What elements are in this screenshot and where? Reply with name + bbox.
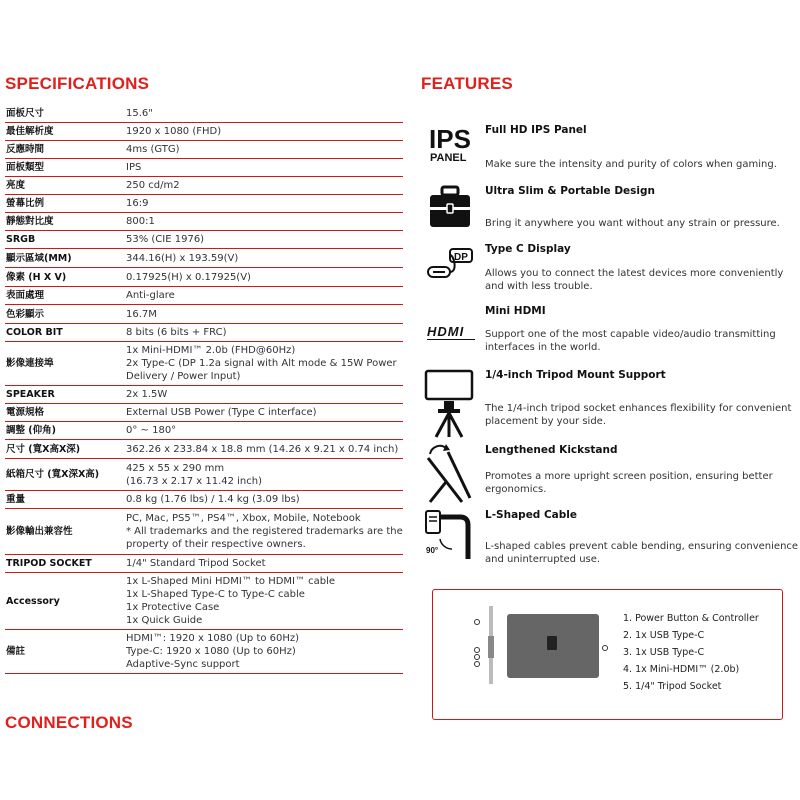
- spec-row: [5, 213, 403, 231]
- features-title: FEATURES: [421, 74, 513, 93]
- spec-row: [5, 324, 403, 342]
- spec-row: [5, 509, 403, 555]
- connections-box: [432, 589, 783, 720]
- spec-value: Anti-glare: [126, 290, 175, 301]
- spec-label: 螢幕比例: [6, 198, 45, 209]
- spec-row: [5, 491, 403, 509]
- spec-row: [5, 141, 403, 159]
- connections-title: CONNECTIONS: [5, 713, 133, 732]
- spec-value: PC, Mac, PS5™, PS4™, Xbox, Mobile, Notebook * All trademarks and the registered trademarks are the property of their respective owners.: [126, 513, 403, 550]
- svg-text:DP: DP: [454, 252, 468, 263]
- spec-value: 2x 1.5W: [126, 389, 168, 400]
- connection-item: 3. 1x USB Type-C: [623, 647, 705, 658]
- spec-value: 53% (CIE 1976): [126, 234, 205, 245]
- spec-row: [5, 342, 403, 386]
- feature-desc: Promotes a more upright screen position, ensuring better ergonomics.: [485, 471, 773, 495]
- feature-l-cable: [424, 509, 800, 569]
- spec-label: 亮度: [6, 180, 26, 191]
- spec-label: SPEAKER: [6, 389, 55, 400]
- connection-item: 2. 1x USB Type-C: [623, 630, 705, 641]
- spec-value: HDMI™: 1920 x 1080 (Up to 60Hz) Type-C: 1920 x 1080 (Up to 60Hz) Adaptive-Sync support: [126, 633, 300, 670]
- spec-label: TRIPOD SOCKET: [6, 558, 92, 569]
- feature-title: Lengthened Kickstand: [485, 444, 618, 456]
- svg-text:90°: 90°: [426, 546, 439, 555]
- spec-value: 1920 x 1080 (FHD): [126, 126, 222, 137]
- spec-label: 重量: [6, 494, 26, 505]
- spec-label: 備註: [6, 646, 26, 657]
- spec-value: 0.17925(H) x 0.17925(V): [126, 271, 251, 283]
- tripod-monitor-icon: [424, 369, 478, 439]
- spec-label: COLOR BIT: [6, 327, 63, 338]
- spec-label: 最佳解析度: [6, 126, 54, 137]
- feature-title: Type C Display: [485, 243, 571, 255]
- feature-desc: Support one of the most capable video/audio transmitting interfaces in the world.: [485, 329, 776, 353]
- spec-row: [5, 123, 403, 141]
- feature-desc: Make sure the intensity and purity of colors when gaming.: [485, 159, 777, 170]
- spec-value: 4ms (GTG): [126, 144, 180, 155]
- spec-value: 16:9: [126, 198, 149, 209]
- feature-desc: Bring it anywhere you want without any strain or pressure.: [485, 218, 780, 229]
- spec-label: 調整 (仰角): [6, 425, 56, 436]
- feature-title: 1/4-inch Tripod Mount Support: [485, 369, 666, 381]
- spec-label: 靜態對比度: [6, 216, 54, 227]
- spec-row: [5, 177, 403, 195]
- spec-label: 顯示區域(MM): [6, 252, 72, 264]
- spec-label: 尺寸 (寬X高X深): [6, 443, 81, 455]
- spec-value: 0.8 kg (1.76 lbs) / 1.4 kg (3.09 lbs): [126, 494, 300, 505]
- spec-label: 反應時間: [6, 144, 45, 155]
- spec-value: 344.16(H) x 193.59(V): [126, 252, 239, 264]
- spec-label: 色彩顯示: [6, 308, 45, 320]
- feature-type-c: [424, 243, 800, 305]
- spec-label: SRGB: [6, 234, 36, 245]
- feature-title: Ultra Slim & Portable Design: [485, 185, 655, 197]
- spec-row: [5, 287, 403, 305]
- feature-title: Mini HDMI: [485, 305, 546, 317]
- spec-row: [5, 630, 403, 674]
- feature-portable: [424, 185, 800, 237]
- connection-item: 4. 1x Mini-HDMI™ (2.0b): [623, 664, 740, 675]
- spec-value: External USB Power (Type C interface): [126, 407, 317, 418]
- spec-value: 1/4" Standard Tripod Socket: [126, 558, 266, 569]
- spec-label: Accessory: [6, 595, 60, 607]
- spec-table: [5, 104, 403, 674]
- spec-value: IPS: [126, 162, 142, 173]
- monitor-ports-diagram: [469, 606, 609, 686]
- spec-row: [5, 195, 403, 213]
- spec-label: 影像連接埠: [6, 358, 54, 369]
- spec-value: 250 cd/m2: [126, 180, 180, 191]
- spec-value: 1x Mini-HDMI™ 2.0b (FHD@60Hz) 2x Type-C (DP 1.2a signal with Alt mode & 15W Power Delivery / Power Input): [126, 345, 397, 382]
- spec-value: 800:1: [126, 216, 155, 227]
- spec-row: [5, 555, 403, 573]
- kickstand-icon: [424, 444, 478, 504]
- spec-label: 表面處理: [6, 290, 45, 301]
- connection-item: 5. 1/4" Tripod Socket: [623, 681, 722, 692]
- feature-mini-hdmi: [424, 305, 800, 357]
- spec-label: 面板類型: [6, 162, 45, 173]
- connections-list: [623, 610, 759, 695]
- spec-label: 影像輸出兼容性: [6, 526, 73, 537]
- spec-row: [5, 159, 403, 177]
- spec-label: 紙箱尺寸 (寬X深X高): [6, 469, 100, 480]
- feature-desc: The 1/4-inch tripod socket enhances flexibility for convenient placement by your side.: [485, 403, 792, 427]
- spec-row: [5, 404, 403, 422]
- spec-row: [5, 459, 403, 491]
- hdmi-logo-icon: HDMI: [424, 305, 478, 361]
- briefcase-icon: [424, 185, 478, 241]
- l-shaped-cable-icon: [424, 509, 478, 569]
- spec-row: [5, 573, 403, 630]
- specifications-title: SPECIFICATIONS: [5, 74, 150, 93]
- spec-row: [5, 249, 403, 268]
- connection-item: 1. Power Button & Controller: [623, 613, 759, 624]
- spec-row: [5, 268, 403, 287]
- spec-row: [5, 386, 403, 404]
- feature-tripod: [424, 369, 800, 439]
- feature-title: L-Shaped Cable: [485, 509, 578, 521]
- feature-title: Full HD IPS Panel: [485, 124, 587, 136]
- spec-label: 面板尺寸: [6, 107, 45, 119]
- spec-row: [5, 440, 403, 459]
- spec-value: 425 x 55 x 290 mm (16.73 x 2.17 x 11.42 inch): [126, 462, 263, 487]
- spec-value: 1x L-Shaped Mini HDMI™ to HDMI™ cable 1x L-Shaped Type-C to Type-C cable 1x Protective Case 1x Quick Guide: [126, 576, 336, 626]
- spec-value: 16.7M: [126, 308, 157, 320]
- spec-value: 15.6": [126, 107, 153, 119]
- type-c-dp-icon: [424, 243, 478, 299]
- spec-row: [5, 305, 403, 324]
- spec-row: [5, 422, 403, 440]
- spec-value: 8 bits (6 bits + FRC): [126, 327, 227, 338]
- feature-desc: L-shaped cables prevent cable bending, ensuring convenience and uninterrupted use.: [485, 541, 799, 565]
- spec-row: [5, 231, 403, 249]
- feature-ips-panel: [424, 124, 800, 176]
- spec-row: [5, 104, 403, 123]
- spec-label: 電源規格: [6, 407, 45, 418]
- feature-desc: Allows you to connect the latest devices more conveniently and with less trouble.: [485, 268, 784, 292]
- spec-value: 0° ~ 180°: [126, 425, 177, 436]
- feature-kickstand: [424, 444, 800, 504]
- ips-panel-icon: IPS PANEL: [429, 124, 471, 164]
- spec-value: 362.26 x 233.84 x 18.8 mm (14.26 x 9.21 x 0.74 inch): [126, 443, 399, 455]
- spec-label: 像素 (H X V): [6, 271, 67, 283]
